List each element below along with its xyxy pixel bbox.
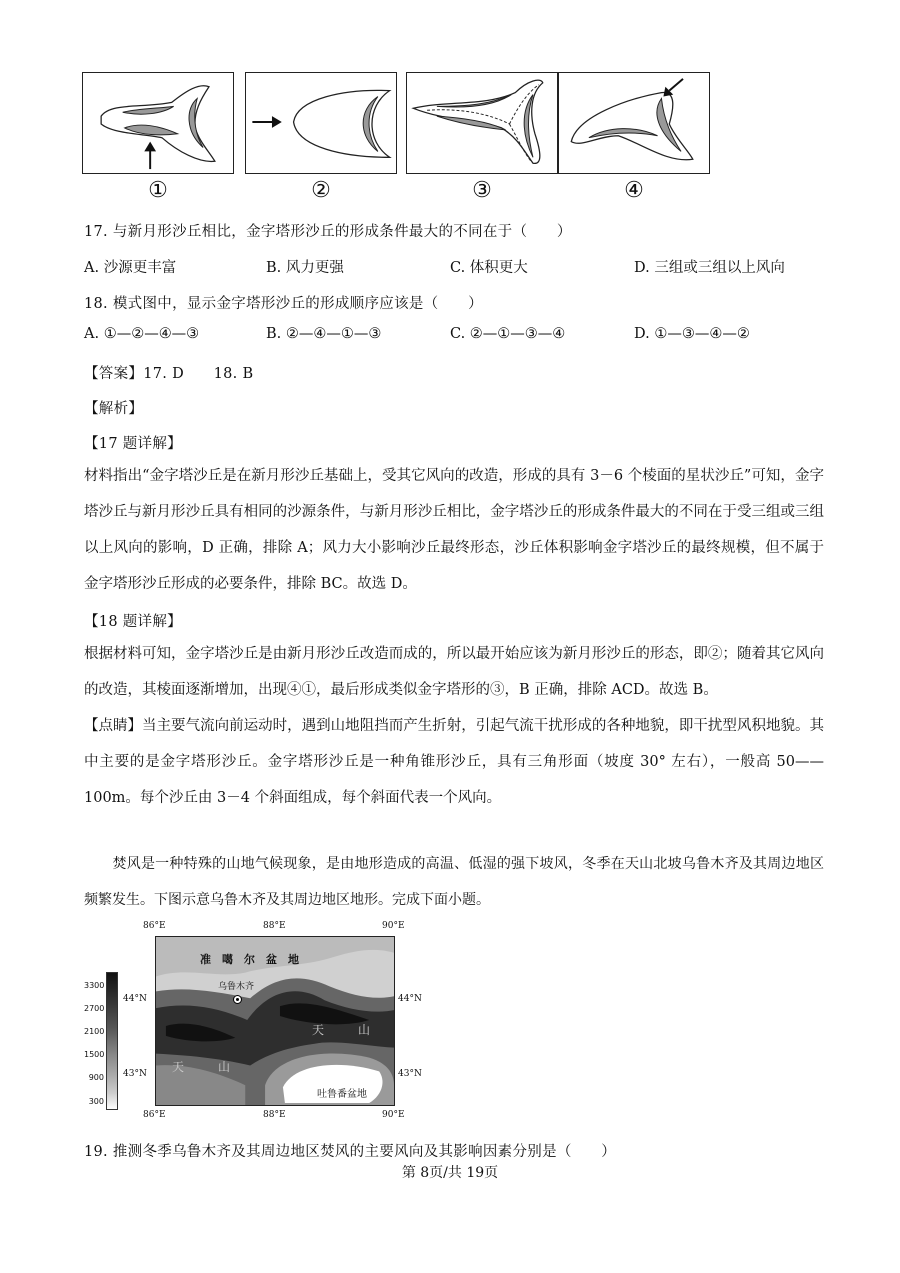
mountain-label-2: 山 [358, 1023, 371, 1037]
diagram-label-2: ② [311, 178, 331, 203]
q17-option-b: B. 风力更强 [266, 260, 344, 276]
legend-label: 2700 [84, 1004, 105, 1013]
basin-north-label: 准 噶 尔 盆 地 [200, 953, 299, 966]
q17-option-d: D. 三组或三组以上风向 [634, 260, 785, 276]
q17-option-c: C. 体积更大 [450, 260, 528, 276]
dune-diagram-2 [245, 72, 397, 174]
lon-top-88: 88°E [263, 921, 286, 931]
q17-option-a: A. 沙源更丰富 [84, 260, 177, 276]
lon-top-86: 86°E [143, 921, 166, 931]
diagram-label-1: ① [148, 178, 168, 203]
analysis-title: 【解析】 [84, 401, 144, 417]
lon-bottom-86: 86°E [143, 1110, 166, 1120]
legend-label: 1500 [84, 1050, 105, 1059]
elevation-legend-bar [106, 972, 118, 1110]
detail17-text: 材料指出“金字塔沙丘是在新月形沙丘基础上，受其它风向的改造，形成的具有 3－6 个棱面的星状沙丘”可知，金字塔沙丘与新月形沙丘具有相同的沙源条件，与新月形沙丘相比，金字塔沙丘的形成条件最大的不同在于受三组或三组以上风向的影响，D 正确，排除 A；风力大小影响沙丘最终形态，沙丘体积影响金字塔沙丘的最终规模，但不属于金字塔形沙丘形成的必要条件，排除 BC。故选 D。 [84, 468, 824, 592]
city-label: 乌鲁木齐 [218, 982, 255, 992]
answer-line: 【答案】17. D 18. B [84, 366, 254, 382]
lon-bottom-88: 88°E [263, 1110, 286, 1120]
lat-right-43: 43°N [398, 1069, 422, 1079]
q18-option-a: A. ①—②—④—③ [84, 326, 200, 342]
legend-label: 2100 [84, 1027, 105, 1036]
q17-stem: 17. 与新月形沙丘相比，金字塔形沙丘的形成条件最大的不同在于（ ） [84, 224, 572, 240]
q18-stem: 18. 模式图中，显示金字塔形沙丘的形成顺序应该是（ ） [84, 296, 483, 312]
mountain-label-1: 天 [312, 1023, 325, 1037]
basin-south-label: 吐鲁番盆地 [317, 1089, 367, 1100]
lat-left-44: 44°N [123, 994, 147, 1004]
mountain-label-3: 天 [172, 1060, 185, 1074]
diagram-label-4: ④ [624, 178, 644, 203]
q18-option-c: C. ②—①—③—④ [450, 326, 566, 342]
lon-bottom-90: 90°E [382, 1110, 405, 1120]
page-footer: 第 8页/共 19页 [401, 1165, 499, 1181]
tip-text: 【点睛】当主要气流向前运动时，遇到山地阻挡而产生折射，引起气流干扰形成的各种地貌，即干扰型风积地貌。其中主要的是金字塔形沙丘。金字塔形沙丘是一种角锥形沙丘，具有三角形面（坡度 30° 左右），一般高 50——100m。每个沙丘由 3－4 个斜面组成，每个斜面代表一个风向。 [84, 718, 824, 806]
q19-stem: 19. 推测冬季乌鲁木齐及其周边地区焚风的主要风向及其影响因素分别是（ ） [84, 1144, 617, 1160]
city-marker-icon [233, 995, 242, 1004]
legend-label: 3300 [84, 981, 105, 990]
dune-diagram-1 [82, 72, 234, 174]
mountain-label-4: 山 [218, 1060, 231, 1074]
diagram-label-3: ③ [472, 178, 492, 203]
lat-left-43: 43°N [123, 1069, 147, 1079]
q18-option-d: D. ①—③—④—② [634, 326, 750, 342]
intro-text: 焚风是一种特殊的山地气候现象，是由地形造成的高温、低湿的强下坡风，冬季在天山北坡乌鲁木齐及其周边地区频繁发生。下图示意乌鲁木齐及其周边地区地形。完成下面小题。 [84, 856, 824, 908]
detail18-text: 根据材料可知，金字塔沙丘是由新月形沙丘改造而成的，所以最开始应该为新月形沙丘的形态，即②；随着其它风向的改造，其棱面逐渐增加，出现④①，最后形成类似金字塔形的③，B 正确，排除 ACD。故选 B。 [84, 646, 824, 698]
lon-top-90: 90°E [382, 921, 405, 931]
detail17-title: 【17 题详解】 [84, 436, 182, 452]
lat-right-44: 44°N [398, 994, 422, 1004]
legend-label: 900 [88, 1073, 104, 1082]
dune-diagram-4 [558, 72, 710, 174]
detail18-title: 【18 题详解】 [84, 614, 182, 630]
q18-option-b: B. ②—④—①—③ [266, 326, 382, 342]
dune-diagram-3 [406, 72, 558, 174]
legend-label: 300 [88, 1097, 104, 1106]
